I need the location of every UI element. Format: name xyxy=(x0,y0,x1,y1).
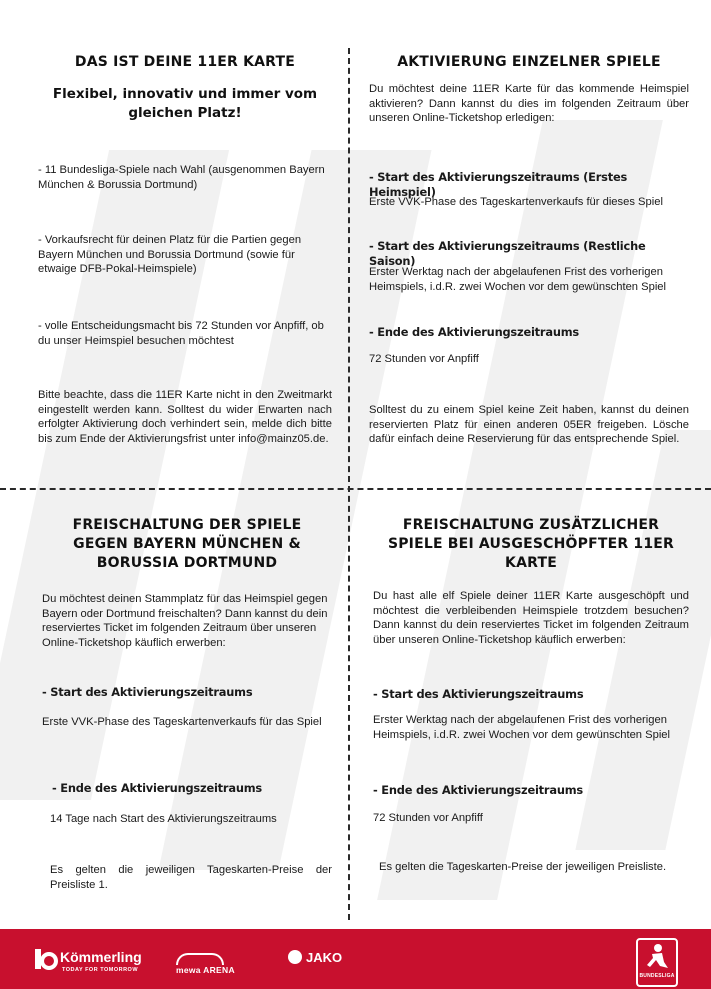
period-text: 72 Stunden vor Anpfiff xyxy=(373,812,483,824)
sponsor-tagline: TODAY FOR TOMORROW xyxy=(62,967,139,973)
section-bayern-dortmund xyxy=(42,515,332,915)
subtitle-line-1: Flexibel, innovativ und immer vom xyxy=(52,86,318,102)
jako-icon xyxy=(288,950,302,964)
section-aktivierung xyxy=(369,52,689,477)
sponsor-koemmerling: Kömmerling xyxy=(60,949,142,965)
bundesliga-label: BUNDESLIGA xyxy=(639,973,675,979)
subtitle-line-2: gleichen Platz! xyxy=(128,105,242,121)
note-text: Es gelten die jeweiligen Tageskarten-Preise der Preisliste 1. xyxy=(50,864,332,891)
benefit-item: - volle Entscheidungsmacht bis 72 Stunden vor Anpfiff, ob du unser Heimspiel besuchen möchtest xyxy=(38,320,324,347)
period-heading: - Start des Aktivierungszeitraums xyxy=(42,685,253,699)
sponsor-jako: JAKO xyxy=(306,950,343,965)
period-heading: - Start des Aktivierungszeitraums (Erstes Heimspiel) xyxy=(369,170,628,199)
period-text: Erster Werktag nach der abgelaufenen Frist des vorherigen Heimspiels, i.d.R. zwei Wochen vor dem gewünschten Spiel xyxy=(369,266,667,293)
period-text: Erste VVK-Phase des Tageskartenverkaufs für dieses Spiel xyxy=(369,196,663,208)
horizontal-divider xyxy=(0,488,711,490)
period-heading: - Ende des Aktivierungszeitraums xyxy=(369,325,579,339)
period-heading: - Start des Aktivierungszeitraums (Restliche Saison) xyxy=(369,239,646,268)
intro-text: Du hast alle elf Spiele deiner 11ER Karte ausgeschöpft und möchtest die verbleibenden Heimspiele trotzdem besuchen? Dann kannst du dein reserviertes Ticket im folgenden Zeitraum über unseren Online-Ticketshop käuflich erwerben: xyxy=(373,590,689,646)
period-text: Erster Werktag nach der abgelaufenen Frist des vorherigen Heimspiels, i.d.R. zwei Wochen vor dem gewünschten Spiel xyxy=(373,714,671,741)
sponsor-mewa-arena: mewa ARENA xyxy=(176,965,235,975)
bundesliga-player-icon xyxy=(638,940,676,972)
section-title-line-1: FREISCHALTUNG DER SPIELE xyxy=(72,517,302,533)
note-text: Solltest du zu einem Spiel keine Zeit haben, kannst du deinen reservierten Platz für einen anderen 05ER freigeben. Lösche dafür einfach deine Reservierung für das entsprechende Spiel. xyxy=(369,404,689,446)
section-title-line-2: SPIELE BEI AUSGESCHÖPFTER 11ER xyxy=(387,536,675,552)
benefit-item: - Vorkaufsrecht für deinen Platz für die Partien gegen Bayern München und Borussia Dortmund (sowie für etwaige DFB-Pokal-Heimspiele) xyxy=(38,234,302,276)
vertical-divider xyxy=(348,48,350,920)
section-title-line-1: FREISCHALTUNG ZUSÄTZLICHER xyxy=(402,517,660,533)
section-zusaetzliche-spiele xyxy=(373,515,689,915)
period-text: Erste VVK-Phase des Tageskartenverkaufs für das Spiel xyxy=(42,716,322,728)
period-text: 72 Stunden vor Anpfiff xyxy=(369,353,479,365)
mewa-arena-icon xyxy=(176,953,224,965)
note-text: Bitte beachte, dass die 11ER Karte nicht in den Zweitmarkt eingestellt werden kann. Solltest du wider Erwarten nach erfolgter Aktivierung doch verhindert sein, melde dich bitte bis zum Ende der Aktivierungsfrist unter info@mainz05.de. xyxy=(38,389,332,445)
sponsor-footer xyxy=(0,929,711,989)
section-title-line-3: KARTE xyxy=(505,555,557,571)
koemmerling-logo xyxy=(32,946,58,972)
intro-text: Du möchtest deinen Stammplatz für das Heimspiel gegen Bayern oder Dortmund freischalten? Dann kannst du dein reserviertes Ticket im folgenden Zeitraum über unseren Online-Ticketshop käuflich erwerben: xyxy=(42,593,328,649)
note-text: Es gelten die Tageskarten-Preise der jeweiligen Preisliste. xyxy=(379,861,667,873)
period-heading: - Ende des Aktivierungszeitraums xyxy=(373,783,583,797)
period-heading: - Start des Aktivierungszeitraums xyxy=(373,687,584,701)
period-text: 14 Tage nach Start des Aktivierungszeitraums xyxy=(50,813,277,825)
section-title-line-3: BORUSSIA DORTMUND xyxy=(96,555,278,571)
section-title: DAS IST DEINE 11ER KARTE xyxy=(74,54,296,70)
section-title: AKTIVIERUNG EINZELNER SPIELE xyxy=(397,54,661,70)
koemmerling-icon xyxy=(32,946,58,972)
bundesliga-logo xyxy=(636,938,678,987)
intro-text: Du möchtest deine 11ER Karte für das kommende Heimspiel aktivieren? Dann kannst du dies im folgenden Zeitraum über unseren Online-Ticketshop erledigen: xyxy=(369,83,689,125)
period-heading: - Ende des Aktivierungszeitraums xyxy=(52,781,262,795)
section-title-line-2: GEGEN BAYERN MÜNCHEN & xyxy=(73,536,301,552)
benefit-item: - 11 Bundesliga-Spiele nach Wahl (ausgenommen Bayern München & Borussia Dortmund) xyxy=(38,164,325,191)
section-11er-karte xyxy=(38,52,332,477)
